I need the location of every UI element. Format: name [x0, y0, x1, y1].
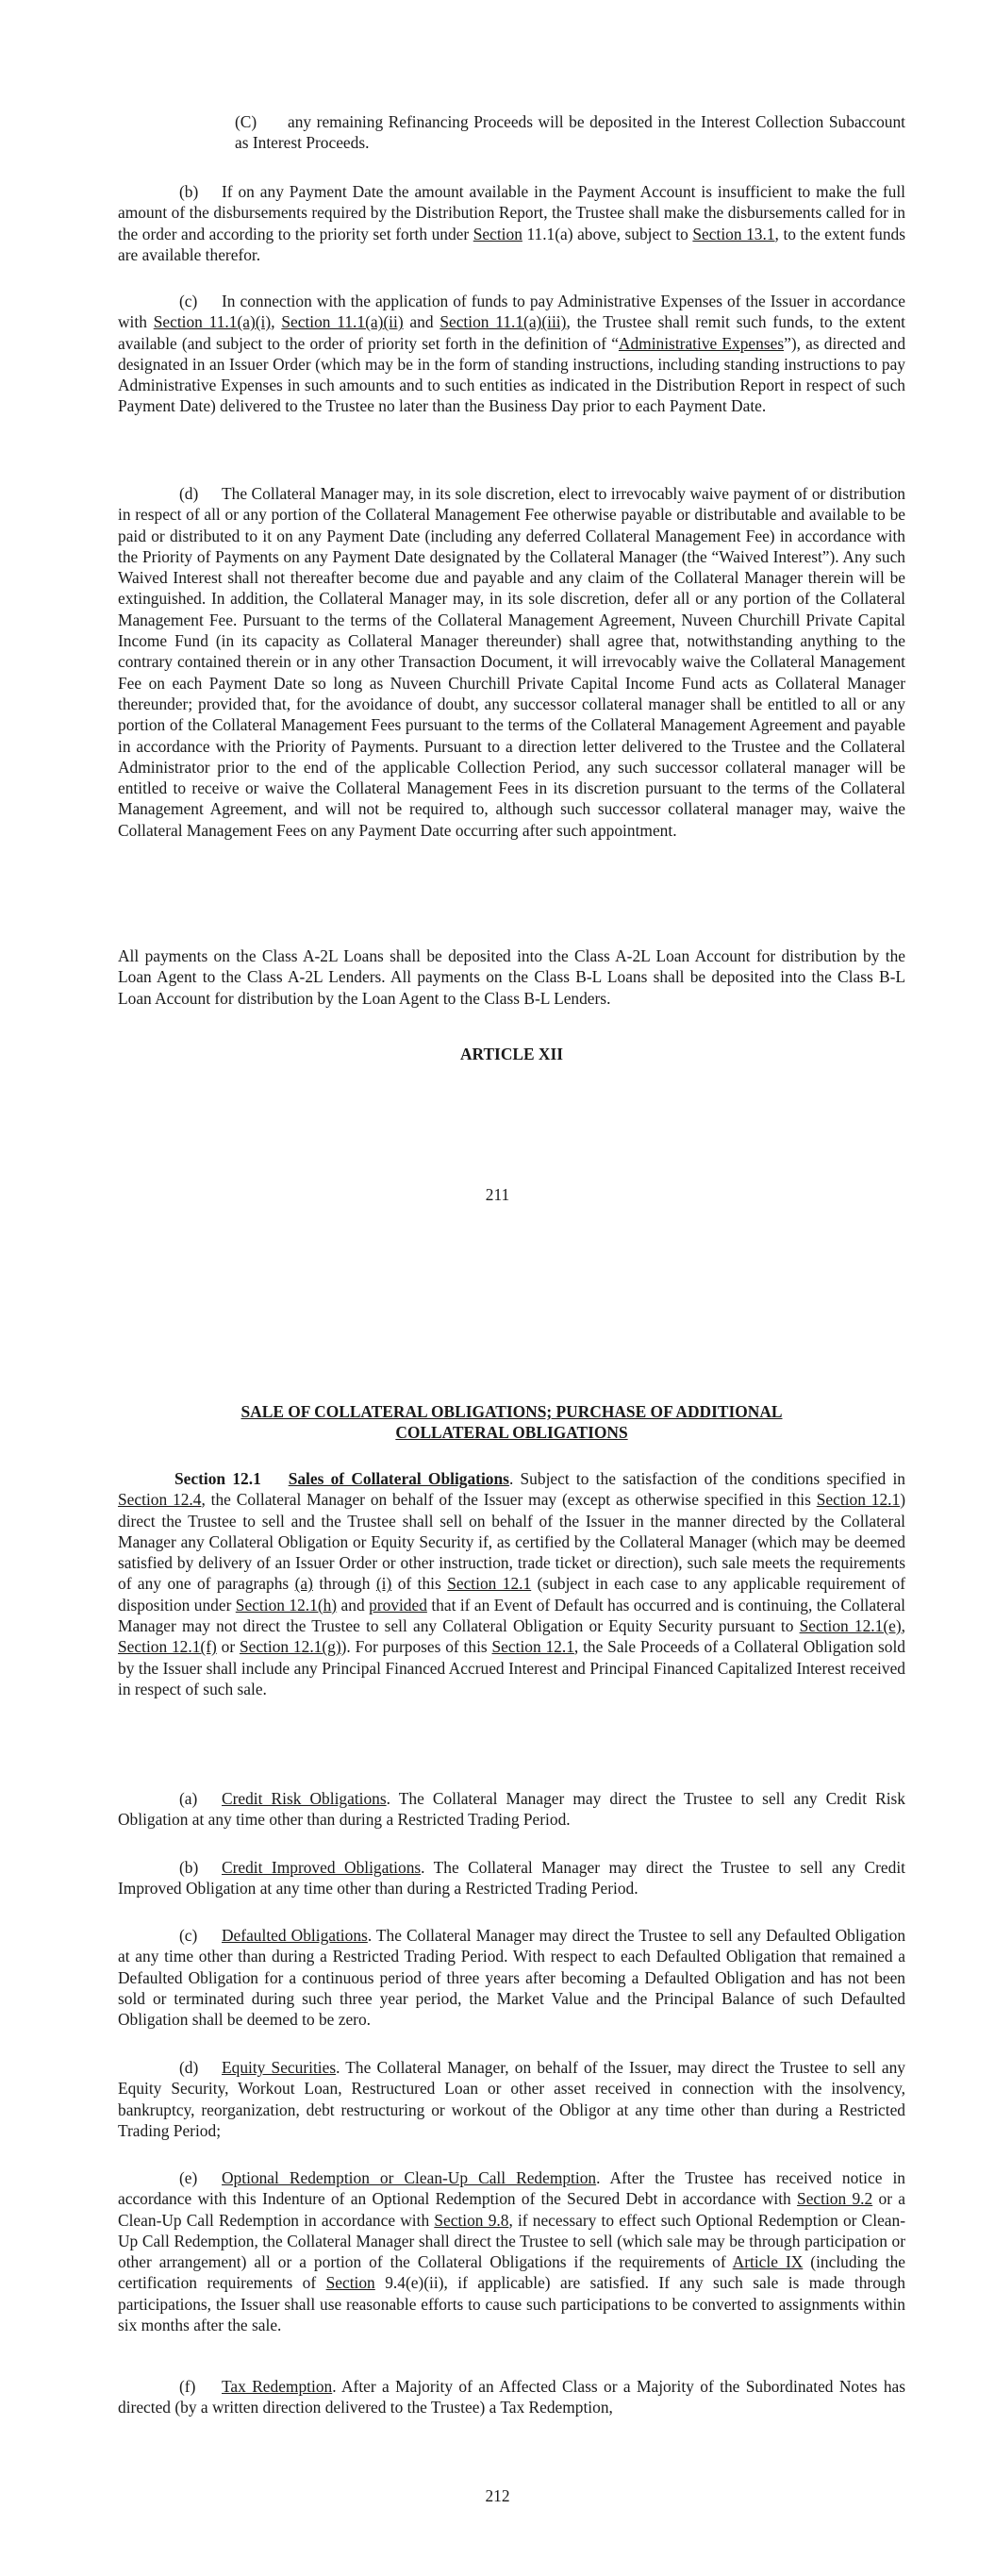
subsection-title: Tax Redemption: [222, 2377, 333, 2396]
para-label: (b): [179, 182, 199, 201]
paragraph-loan-accounts: All payments on the Class A-2L Loans shall be deposited into the Class A-2L Loan Account for distribution by the Loan Agent to the Class A-2L Lenders. All payments on the Class B-L Loans shall be deposited into the Class B-L Loan Account for distribution by the Loan Agent to the Class B-L Lenders.: [118, 946, 905, 1008]
para-text: and: [403, 312, 440, 332]
section-ref-link[interactable]: Section 12.1: [491, 1637, 574, 1657]
para-text: , if necessary to effect such Optional Redemption or Clean-Up Call Redemption, the Collateral Manager shall direct the Trustee to sell (which sale may be through participation or other arrangement) all or a portion of the Collateral Obligations if the requirements of: [118, 2210, 906, 2272]
para-label: (c): [179, 292, 198, 310]
paragraph-b: [118, 181, 905, 265]
section-ref-link[interactable]: Section 12.1(g): [239, 1637, 341, 1657]
subsection-title: Optional Redemption or Clean-Up Call Redemption: [222, 2168, 597, 2187]
subsection-title: Defaulted Obligations: [222, 1926, 368, 1945]
subsection-c: [118, 1925, 905, 2030]
para-text: . After the Trustee has received notice in accordance with this Indenture of an Optional Redemption of the Secured Debt in accordance with: [118, 2168, 905, 2209]
section-ref-link[interactable]: Section 12.1(f): [118, 1637, 217, 1657]
para-text: , the Trustee shall remit such funds, to the extent available (and subject to the order of priority set forth in the definition of “: [118, 312, 906, 353]
provided-term: provided: [369, 1595, 427, 1614]
subsection-b: [118, 1857, 905, 1899]
para-text: that if an Event of Default has occurred and is continuing, the Collateral Manager may not direct the Trustee to sell any Collateral Obligation or Equity Security pursuant to: [118, 1595, 905, 1636]
para-text: If on any Payment Date the amount available in the Payment Account is insufficient to make the full amount of the disbursements required by the Distribution Report, the Trustee shall make the disbursements called for in the order and according to the priority set forth under: [118, 182, 905, 243]
subsection-title: Credit Improved Obligations: [222, 1858, 422, 1877]
article-heading: ARTICLE XII: [459, 1045, 564, 1063]
para-text: . After a Majority of an Affected Class or a Majority of the Subordinated Notes has directed (by a written direction delivered to the Trustee) a Tax Redemption,: [118, 2377, 905, 2417]
para-text: , to the extent funds are available therefor.: [118, 224, 905, 264]
page-number: 211: [485, 1185, 510, 1204]
para-text: ) direct the Trustee to sell and the Trustee shall sell on behalf of the Issuer in the manner directed by the Collateral Manager any Collateral Obligation or Equity Security if, as certified by the Collateral Manager (which may be deemed satisfied by delivery of an Issuer Order or other instruction, trade ticket or direction), such sale meets the requirements of any one of paragraphs: [118, 1490, 905, 1594]
subsection-a: [118, 1788, 905, 1831]
para-label: (d): [179, 484, 199, 503]
para-text: ”), as directed and designated in an Issuer Order (which may be in the form of standing instructions, including standing instructions to pay Administrative Expenses in such amounts and to such entities as indicated in the Distribution Report in respect of such Payment Date) delivered to the Trustee no later than the Business Day prior to each Payment Date.: [118, 333, 906, 416]
para-text: and: [337, 1595, 370, 1614]
para-label: (d): [179, 2058, 199, 2077]
subsection-d: [118, 2057, 905, 2141]
section-ref-link[interactable]: Section 13.1: [692, 224, 775, 243]
para-text: through: [312, 1574, 376, 1594]
para-text: 11.1(a) above, subject to: [522, 224, 693, 243]
section-ref-link[interactable]: Section 11.1(a)(iii): [439, 312, 567, 332]
section-12-1: [118, 1468, 905, 1699]
para-label: (f): [179, 2377, 196, 2396]
para-text: or: [216, 1637, 240, 1657]
article-title-line: SALE OF COLLATERAL OBLIGATIONS; PURCHASE OF ADDITIONAL: [240, 1402, 783, 1421]
para-text: of this: [391, 1574, 448, 1594]
para-text: . The Collateral Manager, on behalf of the Issuer, may direct the Trustee to sell any Equity Security, Workout Loan, Restructured Loan or other asset received in connection with the insolvency, bankruptcy, reorganization, debt restructuring or workout of the Obligor at any time other than during a Restricted Trading Period;: [118, 2058, 905, 2140]
section-ref-link[interactable]: Section 12.1(h): [235, 1595, 338, 1614]
para-label: (a): [179, 1789, 198, 1808]
para-label: (C): [235, 112, 257, 131]
section-ref-link[interactable]: Section 12.1: [816, 1490, 901, 1510]
page-number: 212: [485, 2486, 510, 2505]
para-label: (c): [179, 1926, 198, 1945]
para-text: In connection with the application of funds to pay Administrative Expenses of the Issuer in accordance with: [118, 292, 905, 332]
section-ref-link[interactable]: Section 11.1(a)(i): [153, 312, 272, 332]
para-text: (subject in each case to any applicable requirement of disposition under: [118, 1574, 905, 1614]
article-title: [118, 1401, 905, 1444]
subsection-f: [118, 2376, 905, 2418]
para-text: The Collateral Manager may, in its sole discretion, elect to irrevocably waive payment of or distribution in respect of all or any portion of the Collateral Management Fee otherwise payable or distributable and available to be paid or distributed to it on any Payment Date (including any deferred Collateral Management Fee) in accordance with the Priority of Payments on any Payment Date designated by the Collateral Manager (the “Waived Interest”). Any such Waived Interest shall not thereafter become due and payable and any claim of the Collateral Manager therein will be extinguished. In addition, the Collateral Manager may, in its sole discretion, defer all or any portion of the Collateral Management Fee. Pursuant to the terms of the Collateral Management Agreement, Nuveen Churchill Private Capital Income Fund (in its capacity as Collateral Manager thereunder) shall agree that, notwithstanding anything to the contrary contained therein or in any other Transaction Document, it will irrevocably waive the Collateral Management Fee on each Payment Date so long as Nuveen Churchill Private Capital Income Fund acts as Collateral Manager thereunder; provided that, for the avoidance of doubt, any successor collateral manager shall be entitled to all or any portion of the Collateral Management Fees pursuant to the terms of the Collateral Management Agreement and payable in accordance with the Priority of Payments. Pursuant to a direction letter delivered to the Trustee and the Collateral Administrator prior to the end of the applicable Collection Period, any such successor collateral manager will be entitled to receive or waive the Collateral Management Fees in its discretion pursuant to the terms of the Collateral Management Agreement, and will not be required to, although such successor collateral manager may, waive the Collateral Management Fees on any Payment Date occurring after such appointment.: [118, 484, 905, 840]
article-title-line: COLLATERAL OBLIGATIONS: [395, 1423, 628, 1443]
para-text: ,: [271, 312, 282, 332]
paragraph-d: [118, 483, 905, 841]
para-text: or a Clean-Up Call Redemption in accordance with: [118, 2189, 905, 2230]
section-ref-link[interactable]: Section: [325, 2273, 375, 2293]
paragraph-c-upper: [118, 111, 905, 154]
section-ref-link[interactable]: Section 11.1(a)(ii): [281, 312, 404, 332]
paragraph-ref-link[interactable]: (i): [375, 1574, 392, 1594]
section-ref-link[interactable]: Section 12.1: [447, 1574, 532, 1594]
article-ref-link[interactable]: Article IX: [732, 2252, 804, 2272]
paragraph-c: [118, 291, 905, 417]
definition-ref-link[interactable]: Administrative Expenses: [618, 333, 785, 353]
section-ref-link[interactable]: Section: [473, 224, 522, 243]
para-text: , the Collateral Manager on behalf of the Issuer may (except as otherwise specified in this: [201, 1490, 817, 1510]
section-ref-link[interactable]: Section 9.2: [797, 2189, 873, 2209]
para-text: . The Collateral Manager may direct the Trustee to sell any Defaulted Obligation at any time other than during a Restricted Trading Period. With respect to each Defaulted Obligation that remained a Defaulted Obligation for a continuous period of three years after becoming a Defaulted Obligation and has not been sold or terminated during such three year period, the Market Value and the Principal Balance of such Defaulted Obligation shall be deemed to be zero.: [118, 1926, 906, 2030]
para-text: . The Collateral Manager may direct the Trustee to sell any Credit Risk Obligation at any time other than during a Restricted Trading Period.: [118, 1789, 905, 1830]
para-text: any remaining Refinancing Proceeds will be deposited in the Interest Collection Subaccount as Interest Proceeds.: [235, 112, 905, 153]
section-ref-link[interactable]: Section 9.8: [434, 2210, 509, 2230]
section-ref-link[interactable]: Section 12.1(e): [799, 1616, 902, 1636]
subsection-e: [118, 2167, 905, 2335]
subsection-title: Credit Risk Obligations: [222, 1789, 387, 1808]
para-text: , the Sale Proceeds of a Collateral Obligation sold by the Issuer shall include any Principal Financed Accrued Interest and Principal Financed Capitalized Interest received in respect of such sale.: [118, 1637, 905, 1698]
subsection-title: Equity Securities: [222, 2058, 337, 2077]
para-text: . Subject to the satisfaction of the conditions specified in: [508, 1469, 905, 1488]
section-title: Sales of Collateral Obligations: [288, 1469, 509, 1488]
paragraph-ref-link[interactable]: (a): [294, 1574, 313, 1594]
para-text: 9.4(e)(ii), if applicable) are satisfied. If any such sale is made through participations, the Issuer shall use reasonable efforts to cause such participations to be converted to assignments within six months after the sale.: [118, 2273, 905, 2335]
section-number: Section 12.1: [174, 1469, 261, 1488]
para-text: ,: [901, 1616, 905, 1636]
para-text: (including the certification requirements of: [118, 2252, 905, 2293]
para-text: . The Collateral Manager may direct the Trustee to sell any Credit Improved Obligation at any time other than during a Restricted Trading Period.: [118, 1858, 905, 1899]
section-ref-link[interactable]: Section 12.4: [118, 1490, 202, 1510]
para-text: ). For purposes of this: [340, 1637, 492, 1657]
para-label: (b): [179, 1858, 199, 1877]
para-label: (e): [179, 2168, 198, 2187]
